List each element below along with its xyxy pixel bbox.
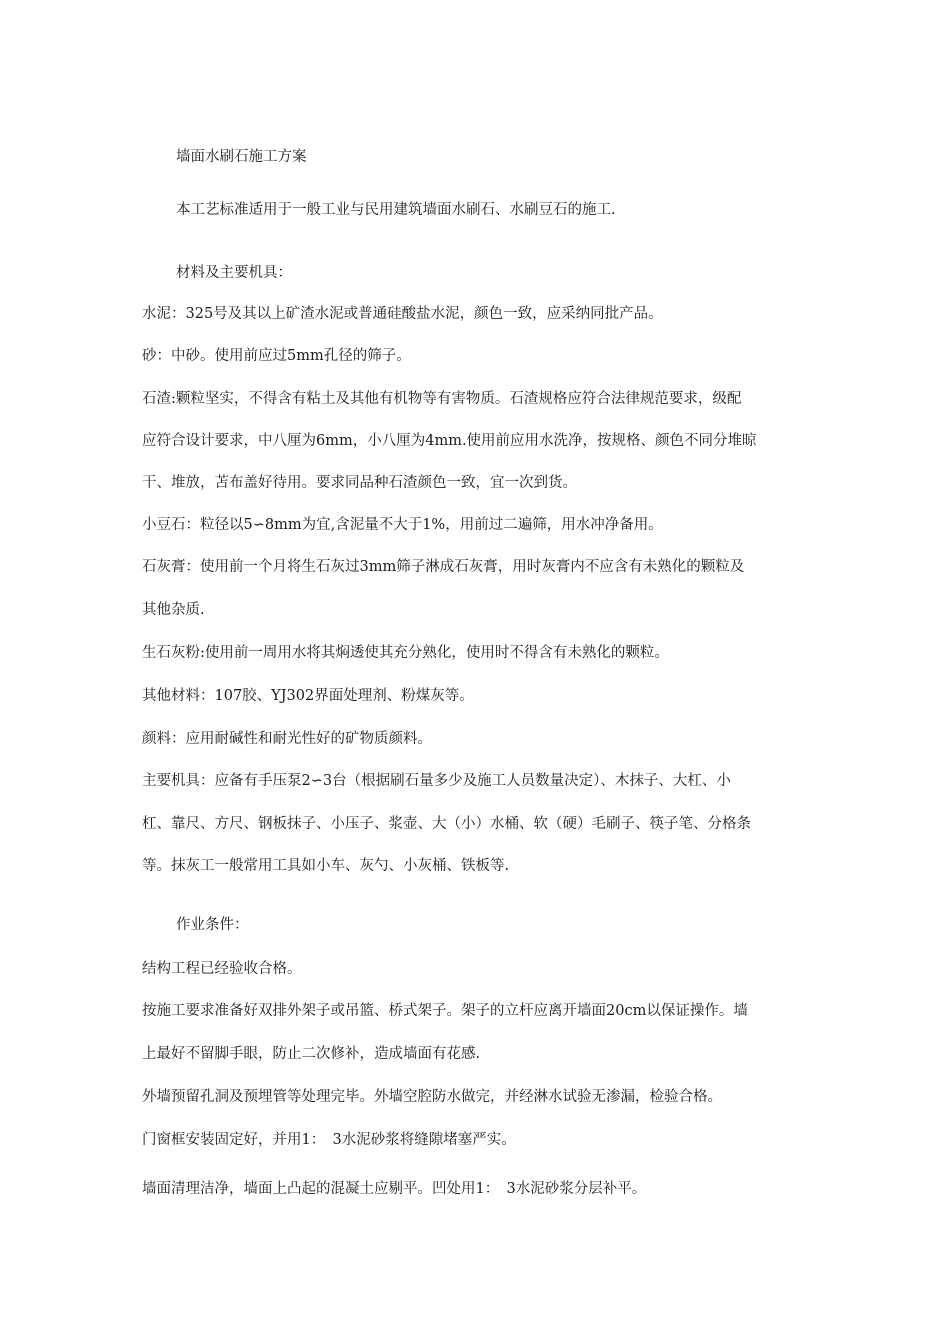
materials-line: 小豆石：粒径以5∽8mm为宜,含泥量不大于1%，用前过二遍筛，用水冲净备用。 <box>142 517 663 533</box>
intro-paragraph: 本工艺标准适用于一般工业与民用建筑墙面水刷石、水刷豆石的施工. <box>176 202 616 218</box>
materials-line: 主要机具：应备有手压泵2∽3台（根据刷石量多少及施工人员数量决定）、木抹子、大杠、小 <box>142 773 731 789</box>
materials-line: 水泥：325号及其以上矿渣水泥或普通硅酸盐水泥，颜色一致，应采纳同批产品。 <box>142 306 663 322</box>
conditions-line: 门窗框安装固定好，并用1： 3水泥砂浆将缝隙堵塞严实。 <box>142 1132 516 1148</box>
conditions-line: 按施工要求准备好双排外架子或吊篮、桥式架子。架子的立杆应离开墙面20cm以保证操作。墙 <box>142 1003 748 1019</box>
conditions-line: 外墙预留孔洞及预埋管等处理完毕。外墙空腔防水做完，并经淋水试验无渗漏，检验合格。 <box>142 1089 722 1105</box>
materials-line: 砂：中砂。使用前应过5mm孔径的筛子。 <box>142 348 411 364</box>
materials-line: 应符合设计要求，中八厘为6mm，小八厘为4mm.使用前应用水洗净，按规格、颜色不同分堆晾 <box>142 433 757 449</box>
materials-line: 石灰膏：使用前一个月将生石灰过3mm筛子淋成石灰膏，用时灰膏内不应含有未熟化的颗粒及 <box>142 559 745 575</box>
materials-line: 杠、靠尺、方尺、钢板抹子、小压子、浆壶、大（小）水桶、软（硬）毛刷子、筷子笔、分格条 <box>142 816 751 832</box>
conditions-line: 墙面清理洁净，墙面上凸起的混凝土应剔平。凹处用1： 3水泥砂浆分层补平。 <box>142 1181 647 1197</box>
materials-line: 其他杂质. <box>142 602 205 618</box>
materials-line: 等。抹灰工一般常用工具如小车、灰勺、小灰桶、铁板等. <box>142 858 510 874</box>
materials-line: 干、堆放，苫布盖好待用。要求同品种石渣颜色一致，宜一次到货。 <box>142 475 577 491</box>
materials-heading: 材料及主要机具： <box>176 265 292 281</box>
conditions-line: 上最好不留脚手眼，防止二次修补，造成墙面有花感. <box>142 1046 481 1062</box>
materials-line: 其他材料：107胶、YJ302界面处理剂、粉煤灰等。 <box>142 688 474 704</box>
materials-line: 颜料：应用耐碱性和耐光性好的矿物质颜料。 <box>142 731 432 747</box>
conditions-heading: 作业条件： <box>176 917 249 933</box>
conditions-line: 结构工程已经验收合格。 <box>142 961 302 977</box>
materials-line: 生石灰粉:使用前一周用水将其焖透使其充分熟化，使用时不得含有未熟化的颗粒。 <box>142 645 669 661</box>
materials-line: 石渣:颗粒坚实，不得含有粘土及其他有机物等有害物质。石渣规格应符合法律规范要求，级配 <box>142 391 742 407</box>
document-title: 墙面水刷石施工方案 <box>176 149 307 165</box>
